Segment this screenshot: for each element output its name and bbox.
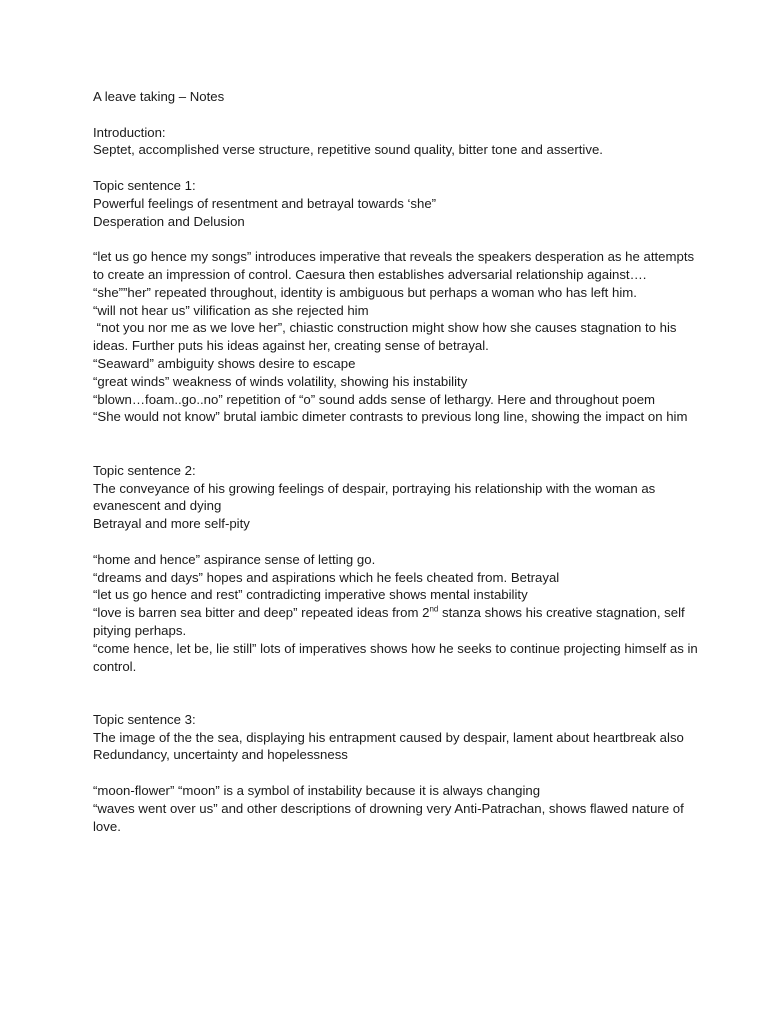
topic2-note <box>93 604 703 640</box>
document-page <box>93 88 703 835</box>
topic3-themes: Redundancy, uncertainty and hopelessness <box>93 747 348 763</box>
topic1-note: “will not hear us” vilification as she rejected him <box>93 302 369 318</box>
spacer <box>93 675 703 711</box>
topic1-note: “Seaward” ambiguity shows desire to escape <box>93 355 356 371</box>
intro-text: Septet, accomplished verse structure, repetitive sound quality, bitter tone and assertive. <box>93 142 603 158</box>
spacer <box>93 106 703 124</box>
topic3-note: “waves went over us” and other descriptions of drowning very Anti-Patrachan, shows flawed nature of love. <box>93 800 684 834</box>
topic1-heading: Topic sentence 1: <box>93 177 196 193</box>
topic1-note: “blown…foam..go..no” repetition of “o” sound adds sense of lethargy. Here and throughout poem <box>93 391 656 407</box>
topic1-note: “She would not know” brutal iambic dimeter contrasts to previous long line, showing the impact on him <box>93 409 688 425</box>
topic3-note: “moon-flower” “moon” is a symbol of instability because it is always changing <box>93 783 541 799</box>
topic2-note: “come hence, let be, lie still” lots of imperatives shows how he seeks to continue projecting himself as in control. <box>93 640 698 674</box>
note-text: stanza shows his creative stagnation, self pitying perhaps. <box>93 605 685 638</box>
spacer <box>93 159 703 177</box>
topic2-note: “dreams and days” hopes and aspirations which he feels cheated from. Betrayal <box>93 569 560 585</box>
spacer <box>93 230 703 248</box>
topic1-themes: Desperation and Delusion <box>93 213 245 229</box>
topic1-note: “not you nor me as we love her”, chiastic construction might show how she causes stagnation to his ideas. Further puts his ideas against her, creating sense of betrayal. <box>93 320 681 354</box>
topic2-themes: Betrayal and more self-pity <box>93 516 250 532</box>
spacer <box>93 533 703 551</box>
topic2-sentence: The conveyance of his growing feelings of despair, portraying his relationship with the woman as evanescent and dying <box>93 480 656 514</box>
topic3-heading: Topic sentence 3: <box>93 711 196 727</box>
topic1-note: “she””her” repeated throughout, identity is ambiguous but perhaps a woman who has left him. <box>93 284 637 300</box>
spacer <box>93 764 703 782</box>
topic2-note: “let us go hence and rest” contradicting imperative shows mental instability <box>93 587 528 603</box>
intro-heading: Introduction: <box>93 124 166 140</box>
document-title: A leave taking – Notes <box>93 89 225 104</box>
topic2-note: “home and hence” aspirance sense of letting go. <box>93 551 376 567</box>
ordinal-suffix: nd <box>429 604 439 614</box>
topic2-heading: Topic sentence 2: <box>93 462 196 478</box>
topic3-sentence: The image of the the sea, displaying his entrapment caused by despair, lament about heartbreak also <box>93 729 684 745</box>
topic1-note: “great winds” weakness of winds volatility, showing his instability <box>93 373 468 389</box>
topic1-note: “let us go hence my songs” introduces imperative that reveals the speakers desperation as he attempts to create an impression of control. Caesura then establishes adversarial relationship against…. <box>93 249 695 282</box>
note-text: “love is barren sea bitter and deep” repeated ideas from 2 <box>93 605 430 621</box>
topic1-sentence: Powerful feelings of resentment and betrayal towards ‘she” <box>93 195 437 211</box>
spacer <box>93 426 703 462</box>
